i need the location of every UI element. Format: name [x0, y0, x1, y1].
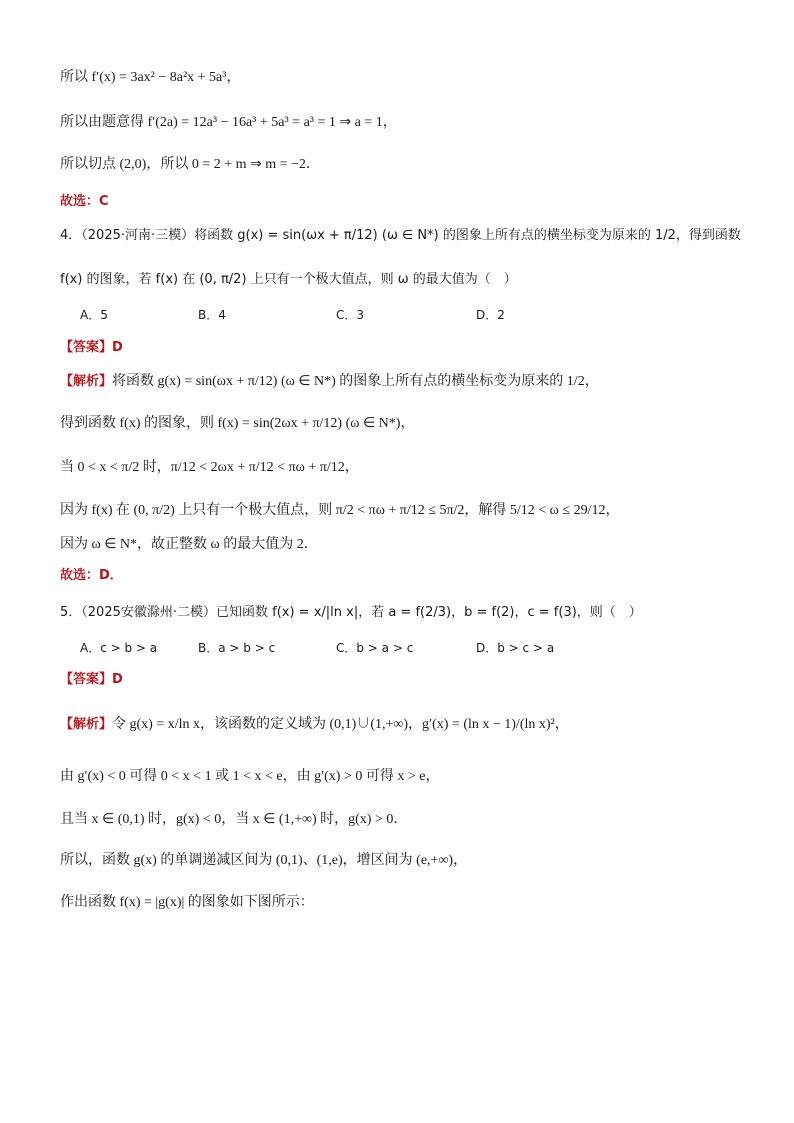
question-5-stem: 5．（2025安徽滁州·二模）已知函数 f(x) = x/|ln x|，若 a = f(2/3)，b = f(2)，c = f(3)，则（ ） — [60, 605, 642, 620]
question-4-stem-cont: f(x) 的图象，若 f(x) 在 (0, π/2) 上只有一个极大值点，则 ω 的最大值为（ ） — [60, 272, 517, 287]
question-5-options — [80, 639, 580, 657]
analysis-q5-line-1 — [60, 716, 569, 734]
analysis-q4-line-4: 因为 f(x) 在 (0, π/2) 上只有一个极大值点，则 π/2 < πω + π/12 ≤ 5π/2，解得 5/12 < ω ≤ 29/12， — [60, 503, 620, 518]
option-a: A．c > b > a — [80, 641, 158, 655]
analysis-text: 令 g(x) = x/ln x，该函数的定义域为 (0,1)∪(1,+∞)，g′(x) = (ln x − 1)/(ln x)²， — [112, 717, 569, 732]
analysis-q4-line-3: 当 0 < x < π/2 时，π/12 < 2ωx + π/12 < πω + π/12， — [60, 460, 359, 475]
analysis-q4-line-2: 得到函数 f(x) 的图象，则 f(x) = sin(2ωx + π/12) (ω ∈ N*)， — [60, 416, 415, 431]
option-d: D．b > c > a — [476, 641, 555, 655]
option-c: C．b > a > c — [336, 641, 414, 655]
option-c: C．3 — [336, 308, 365, 322]
question-4-options — [80, 306, 580, 324]
analysis-q5-line-2: 由 g′(x) < 0 可得 0 < x < 1 或 1 < x < e，由 g′(x) > 0 可得 x > e， — [60, 769, 440, 784]
analysis-tag: 【解析】 — [60, 374, 113, 389]
analysis-q5-line-5: 作出函数 f(x) = |g(x)| 的图象如下图所示： — [60, 895, 314, 910]
analysis-q4-line-5: 因为 ω ∈ N*，故正整数 ω 的最大值为 2． — [60, 537, 318, 552]
answer-choice-q4: 故选：D． — [60, 568, 123, 583]
answer-q5: 【答案】D — [60, 672, 123, 687]
option-d: D．2 — [476, 308, 505, 322]
analysis-tag: 【解析】 — [60, 717, 113, 732]
answer-q4: 【答案】D — [60, 340, 123, 355]
option-b: B．4 — [198, 308, 226, 322]
option-a: A．5 — [80, 308, 108, 322]
answer-choice-q3: 故选：C — [60, 194, 109, 209]
derivative-line: 所以 f′(x) = 3ax² − 8a²x + 5a³， — [60, 70, 241, 85]
question-4-stem: 4．（2025·河南·三模）将函数 g(x) = sin(ωx + π/12) (ω ∈ N*) 的图象上所有点的横坐标变为原来的 1/2，得到函数 — [60, 228, 741, 243]
tangent-point-line: 所以切点 (2,0)，所以 0 = 2 + m ⇒ m = −2． — [60, 157, 320, 172]
analysis-q4-line-1 — [60, 373, 599, 391]
condition-line: 所以由题意得 f′(2a) = 12a³ − 16a³ + 5a³ = a³ = 1 ⇒ a = 1， — [60, 115, 397, 130]
analysis-q5-line-4: 所以，函数 g(x) 的单调递减区间为 (0,1)、(1,e)，增区间为 (e,+∞)， — [60, 853, 468, 868]
analysis-text: 将函数 g(x) = sin(ωx + π/12) (ω ∈ N*) 的图象上所有点的横坐标变为原来的 1/2， — [112, 374, 599, 389]
analysis-q5-line-3: 且当 x ∈ (0,1) 时，g(x) < 0，当 x ∈ (1,+∞) 时，g(x) > 0． — [60, 812, 408, 827]
option-b: B．a > b > c — [198, 641, 276, 655]
